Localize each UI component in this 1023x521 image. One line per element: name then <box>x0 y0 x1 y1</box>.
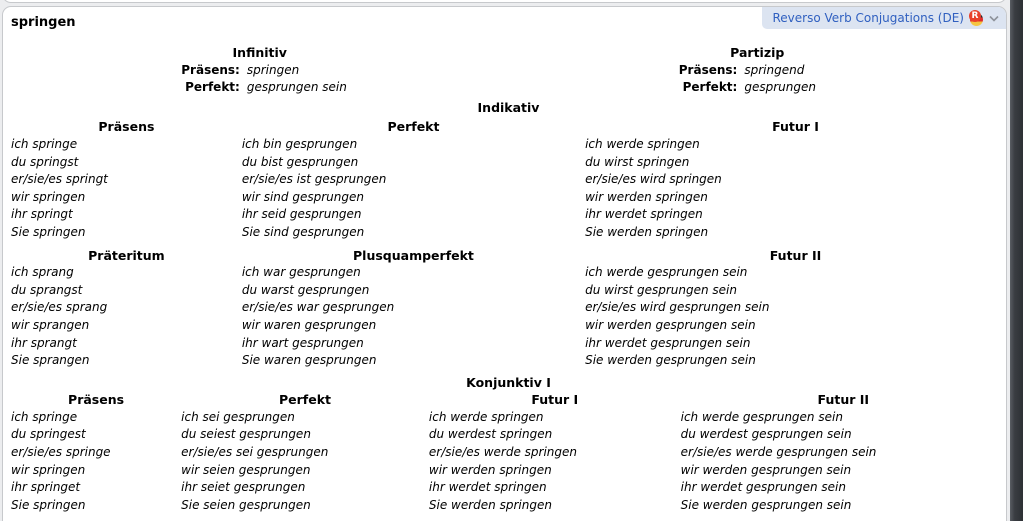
conjugation-form: du springst <box>11 154 79 169</box>
conjugation-form: wir werden gesprungen sein <box>680 462 852 477</box>
tense-header: Futur II <box>817 392 870 408</box>
tense-column-plusquamperfekt <box>242 247 585 370</box>
conjugation-form: er/sie/es sei gesprungen <box>181 445 329 460</box>
tense-header: Futur I <box>772 119 819 135</box>
conjugation-form: ich springe <box>11 409 78 424</box>
conjugation-form: ich sei gesprungen <box>181 409 295 424</box>
conjugation-form: Sie werden springen <box>428 497 552 512</box>
conjugation-form: wir springen <box>11 189 86 204</box>
tense-column-futur2 <box>681 391 1006 514</box>
conjugation-form: er/sie/es sprang <box>11 300 108 315</box>
conjugation-form: ihr sprangt <box>11 335 77 350</box>
conjugation-form: wir werden gesprungen sein <box>585 317 756 332</box>
conjugation-form: du wirst springen <box>585 154 690 169</box>
conjugation-form: wir waren gesprungen <box>241 317 377 332</box>
conjugation-form: wir werden springen <box>585 189 708 204</box>
conjugation-form: ich war gesprungen <box>241 265 361 280</box>
conjugation-form: Sie springen <box>11 224 86 239</box>
nonfinite-label: Präsens: <box>678 62 738 77</box>
conjugation-form: Sie sind gesprungen <box>241 224 365 239</box>
conjugation-form: er/sie/es werde springen <box>428 445 578 460</box>
conjugation-form: wir sprangen <box>11 317 90 332</box>
tense-bank-indikativ-2 <box>11 247 1006 370</box>
partizip-group <box>509 44 1007 97</box>
previous-card-bottom-edge <box>2 0 1007 3</box>
nonfinite-title-partizip: Partizip <box>730 45 785 60</box>
tense-column-praesens <box>11 391 181 514</box>
nonfinite-value: gesprungen sein <box>246 80 347 95</box>
conjugation-form: er/sie/es ist gesprungen <box>241 172 387 187</box>
infinitiv-group <box>11 44 509 97</box>
tense-bank-indikativ-1 <box>11 118 1006 241</box>
conjugation-form: Sie waren gesprungen <box>241 353 377 368</box>
nonfinite-value: gesprungen <box>744 80 816 95</box>
nonfinite-row <box>509 62 1007 80</box>
chevron-down-icon <box>989 15 999 22</box>
conjugation-form: ich sprang <box>11 265 74 280</box>
nonfinite-label: Perfekt: <box>185 80 240 95</box>
conjugation-form: er/sie/es war gesprungen <box>241 300 395 315</box>
conjugation-form: ihr werdet gesprungen sein <box>680 480 846 495</box>
conjugation-form: du werdest gesprungen sein <box>680 427 852 442</box>
conjugation-form: du springest <box>11 427 86 442</box>
conjugation-form: Sie sprangen <box>11 353 90 368</box>
tense-column-futur1 <box>429 391 681 514</box>
nonfinite-row <box>509 79 1007 97</box>
conjugation-form: ihr wart gesprungen <box>241 335 364 350</box>
conjugation-form: du werdest springen <box>428 427 553 442</box>
conjugation-form: du seiest gesprungen <box>181 427 311 442</box>
conjugation-form: wir sind gesprungen <box>241 189 364 204</box>
conjugation-form: Sie springen <box>11 497 86 512</box>
tense-bank-konjunktiv1 <box>11 391 1006 514</box>
conjugation-form: ihr seid gesprungen <box>241 207 362 222</box>
tense-header: Futur II <box>769 247 822 263</box>
conjugation-form: ich werde gesprungen sein <box>680 409 843 424</box>
conjugation-form: du sprangst <box>11 282 83 297</box>
non-finite-section <box>11 44 1006 97</box>
conjugation-form: ich werde springen <box>585 136 700 151</box>
tense-header: Präsens <box>68 392 125 408</box>
tense-column-perfekt <box>242 118 585 241</box>
reverso-german-flag-icon <box>969 11 984 26</box>
conjugation-form: er/sie/es springe <box>11 445 111 460</box>
conjugation-form: wir seien gesprungen <box>181 462 311 477</box>
nonfinite-value: springen <box>246 62 300 77</box>
conjugation-form: er/sie/es werde gesprungen sein <box>680 445 877 460</box>
tense-column-futur2 <box>585 247 1006 370</box>
tense-header: Futur I <box>531 392 579 408</box>
tense-header: Präsens <box>98 119 155 135</box>
conjugation-form: ich bin gesprungen <box>241 136 358 151</box>
tense-header: Perfekt <box>279 392 332 408</box>
provider-button[interactable] <box>762 7 1006 29</box>
conjugation-form: wir springen <box>11 462 86 477</box>
provider-label: Reverso Verb Conjugations (DE) <box>772 11 964 25</box>
tense-column-futur1 <box>585 118 1006 241</box>
conjugation-form: ihr seiet gesprungen <box>181 480 306 495</box>
tense-header: Plusquamperfekt <box>353 247 474 263</box>
conjugation-form: ich werde gesprungen sein <box>585 265 748 280</box>
conjugation-form: Sie werden gesprungen sein <box>585 353 756 368</box>
tense-column-perfekt <box>181 391 429 514</box>
conjugation-form: ihr werdet springen <box>585 207 703 222</box>
conjugation-form: Sie seien gesprungen <box>181 497 311 512</box>
conjugation-form: ihr springt <box>11 207 73 222</box>
tense-header: Präteritum <box>88 247 165 263</box>
mood-title-indikativ: Indikativ <box>477 99 540 115</box>
conjugation-form: du bist gesprungen <box>241 154 359 169</box>
conjugation-form: ihr werdet gesprungen sein <box>585 335 751 350</box>
mood-title-konjunktiv1: Konjunktiv I <box>466 374 551 390</box>
conjugation-form: Sie werden gesprungen sein <box>680 497 852 512</box>
conjugation-form: er/sie/es springt <box>11 172 108 187</box>
conjugation-form: ich springe <box>11 136 78 151</box>
conjugation-form: ich werde springen <box>428 409 544 424</box>
conjugation-form: du wirst gesprungen sein <box>585 282 737 297</box>
conjugation-form: er/sie/es wird gesprungen sein <box>585 300 770 315</box>
nonfinite-title-infinitiv: Infinitiv <box>232 45 287 60</box>
nonfinite-row <box>11 62 509 80</box>
tense-column-praesens <box>11 118 242 241</box>
conjugation-card <box>2 6 1007 521</box>
conjugation-form: ihr springet <box>11 480 81 495</box>
window-right-edge <box>1010 0 1023 521</box>
nonfinite-label: Perfekt: <box>682 80 738 95</box>
tense-column-praeteritum <box>11 247 242 370</box>
reverso-r-badge: R <box>969 10 981 22</box>
conjugation-form: Sie werden springen <box>585 224 709 239</box>
nonfinite-row <box>11 79 509 97</box>
verb-title: springen <box>11 15 76 30</box>
conjugation-form: wir werden springen <box>428 462 552 477</box>
tense-header: Perfekt <box>387 119 440 135</box>
nonfinite-value: springend <box>744 62 805 77</box>
conjugation-form: ihr werdet springen <box>428 480 547 495</box>
nonfinite-label: Präsens: <box>181 62 240 77</box>
conjugation-form: er/sie/es wird springen <box>585 172 722 187</box>
conjugation-form: du warst gesprungen <box>241 282 370 297</box>
